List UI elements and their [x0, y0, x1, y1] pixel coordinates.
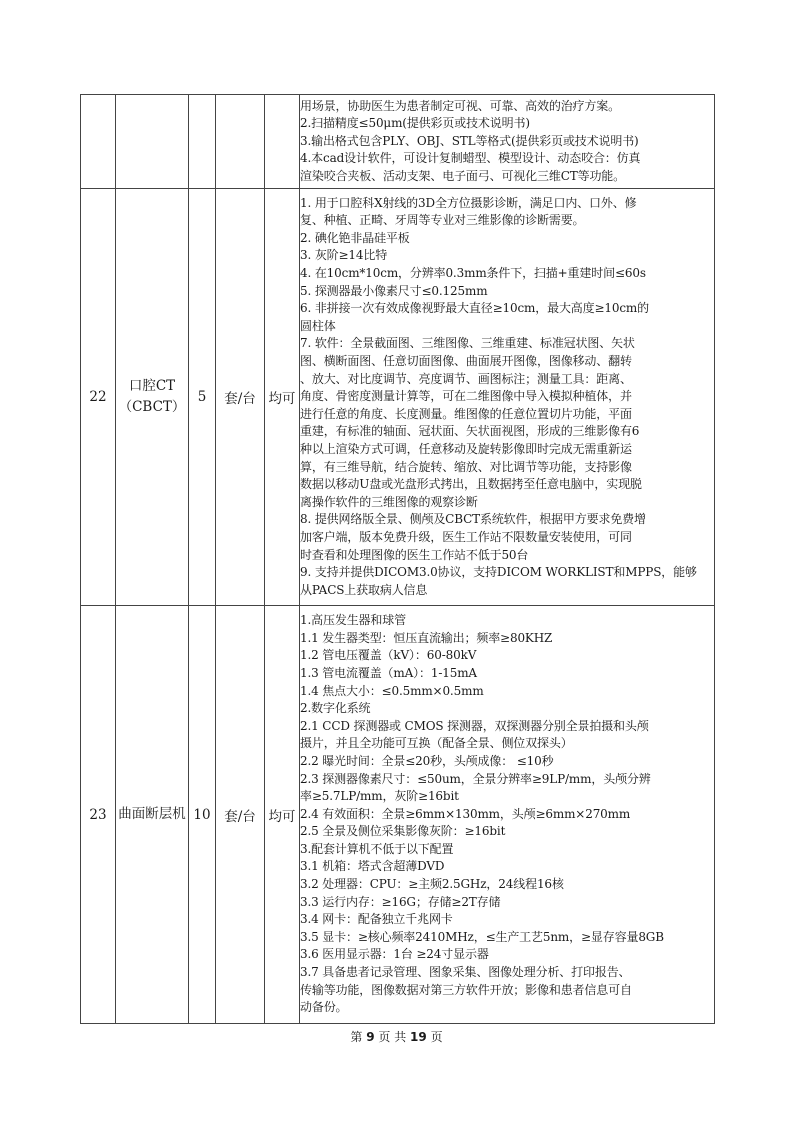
spec-line: 重建，有标准的轴面、冠状面、矢状面视图，形成的三维影像有6	[300, 424, 640, 439]
spec-line: 3.3 运行内存：≥16G；存储≥2T存储	[300, 894, 501, 909]
spec-line: 率≥5.7LP/mm，灰阶≥16bit	[300, 789, 459, 804]
item-name-cell: 口腔CT（CBCT）	[116, 189, 189, 606]
spec-line: 3.5 显卡：≥核心频率2410MHz，≤生产工艺5nm，≥显存容量8GB	[300, 929, 664, 944]
spec-line: 2.扫描精度≤50μm(提供彩页或技术说明书)	[300, 116, 530, 131]
quantity-cell: 5	[189, 189, 216, 606]
spec-line: 3.1 机箱：塔式含超薄DVD	[300, 859, 445, 874]
spec-table-body	[81, 95, 715, 1024]
table-row	[81, 95, 715, 189]
spec-line: 进行任意的角度、长度测量。维图像的任意位置切片功能，平面	[300, 406, 632, 421]
spec-line: 2.5 全景及侧位采集影像灰阶：≥16bit	[300, 824, 506, 839]
spec-line: 离操作软件的三维图像的观察诊断	[300, 494, 478, 509]
spec-line: 摄片，并且全功能可互换（配备全景、侧位双探头）	[300, 736, 573, 751]
spec-line: 1.1 发生器类型：恒压直流输出；频率≥80KHZ	[300, 630, 553, 645]
spec-line: 图、横断面图、任意切面图像、曲面展开图像，图像移动、翻转	[300, 354, 632, 369]
spec-line: 2.4 有效面积：全景≥6mm×130mm，头颅≥6mm×270mm	[300, 806, 631, 821]
page-number: 9	[366, 1030, 375, 1044]
unit-cell: 套/台	[216, 606, 265, 1024]
spec-line: 从PACS上获取病人信息	[300, 582, 428, 597]
spec-cell	[300, 95, 715, 189]
spec-line: 1.2 管电压覆盖（kV）：60-80kV	[300, 648, 477, 663]
spec-line: 3.输出格式包含PLY、OBJ、STL等格式(提供彩页或技术说明书)	[300, 133, 639, 148]
spec-line: 2.数字化系统	[300, 701, 371, 716]
spec-line: 2.2 曝光时间：全景≤20秒，头颅成像： ≤10秒	[300, 753, 554, 768]
spec-line: 算，有三维导航，结合旋转、缩放、对比调节等功能，支持影像	[300, 459, 632, 474]
spec-line: 5. 探测器最小像素尺寸≤0.125mm	[300, 283, 488, 298]
spec-line: 1.4 焦点大小：≤0.5mm×0.5mm	[300, 683, 484, 698]
spec-line: 圆柱体	[300, 318, 336, 333]
spec-line: 种以上渲染方式可调，任意移动及旋转影像即时完成无需重新运	[300, 441, 632, 456]
spec-line: 3.配套计算机不低于以下配置	[300, 841, 454, 856]
unit-cell: 套/台	[216, 189, 265, 606]
quantity-cell: 10	[189, 606, 216, 1024]
page-footer	[0, 1028, 793, 1045]
spec-line: 2.1 CCD 探测器或 CMOS 探测器，双探测器分别全景拍摄和头颅	[300, 718, 649, 733]
spec-line: 4. 在10cm*10cm，分辨率0.3mm条件下，扫描+重建时间≤60s	[300, 266, 646, 281]
spec-line: 1. 用于口腔科X射线的3D全方位摄影诊断，满足口内、口外、修	[300, 195, 637, 210]
spec-line: 动备份。	[300, 1000, 348, 1015]
page-total: 19	[410, 1030, 427, 1044]
spec-cell	[300, 189, 715, 606]
item-number-cell: 23	[81, 606, 116, 1024]
spec-table	[80, 94, 715, 1024]
item-number-cell	[81, 95, 116, 189]
spec-line: 2. 碘化铯非晶硅平板	[300, 230, 410, 245]
import-flag-cell: 均可	[265, 189, 300, 606]
unit-cell	[216, 95, 265, 189]
spec-line: 数据以移动U盘或光盘形式拷出，且数据拷至任意电脑中，实现脱	[300, 477, 642, 492]
spec-line: 3.6 医用显示器：1台 ≥24寸显示器	[300, 947, 489, 962]
import-flag-cell: 均可	[265, 606, 300, 1024]
table-row	[81, 189, 715, 606]
footer-middle: 页 共	[374, 1030, 411, 1044]
spec-line: 时查看和处理图像的医生工作站不低于50台	[300, 547, 529, 562]
spec-line: 1.高压发生器和球管	[300, 613, 406, 628]
footer-suffix: 页	[426, 1030, 443, 1044]
spec-line: 复、种植、正畸、牙周等专业对三维影像的诊断需要。	[300, 213, 585, 228]
spec-line: 3.4 网卡：配备独立千兆网卡	[300, 912, 453, 927]
spec-cell	[300, 606, 715, 1024]
spec-line: 加客户端，版本免费升级，医生工作站不限数量安装使用，可同	[300, 529, 632, 544]
item-name-cell: 曲面断层机	[116, 606, 189, 1024]
spec-line: 3.7 具备患者记录管理、图象采集、图像处理分析、打印报告、	[300, 965, 631, 980]
spec-line: 角度、骨密度测量计算等，可在二维图像中导入模拟种植体，并	[300, 389, 632, 404]
spec-line: 用场景，协助医生为患者制定可视、可靠、高效的治疗方案。	[300, 98, 620, 113]
spec-line: 7. 软件：全景截面图、三维图像、三维重建、标准冠状图、矢状	[300, 336, 635, 351]
spec-line: 4.本cad设计软件，可设计复制蜡型、模型设计、动态咬合：仿真	[300, 151, 641, 166]
footer-prefix: 第	[350, 1030, 367, 1044]
spec-line: 9. 支持并提供DICOM3.0协议，支持DICOM WORKLIST和MPPS，能够	[300, 565, 697, 580]
spec-line: 6. 非拼接一次有效成像视野最大直径≥10cm，最大高度≥10cm的	[300, 301, 650, 316]
spec-line: 3.2 处理器：CPU：≥主频2.5GHz，24线程16核	[300, 877, 564, 892]
spec-line: 、放大、对比度调节、亮度调节、画图标注；测量工具：距离、	[300, 371, 632, 386]
spec-line: 8. 提供网络版全景、侧颅及CBCT系统软件，根据甲方要求免费增	[300, 512, 646, 527]
quantity-cell	[189, 95, 216, 189]
spec-line: 1.3 管电流覆盖（mA）：1-15mA	[300, 665, 477, 680]
item-name-cell	[116, 95, 189, 189]
import-flag-cell	[265, 95, 300, 189]
item-number-cell: 22	[81, 189, 116, 606]
table-row	[81, 606, 715, 1024]
spec-line: 渲染咬合夹板、活动支架、电子面弓、可视化三维CT等功能。	[300, 168, 625, 183]
spec-line: 传输等功能，图像数据对第三方软件开放；影像和患者信息可自	[300, 982, 632, 997]
spec-line: 2.3 探测器像素尺寸：≤50um，全景分辨率≥9LP/mm，头颅分辨	[300, 771, 651, 786]
spec-line: 3. 灰阶≥14比特	[300, 248, 388, 263]
